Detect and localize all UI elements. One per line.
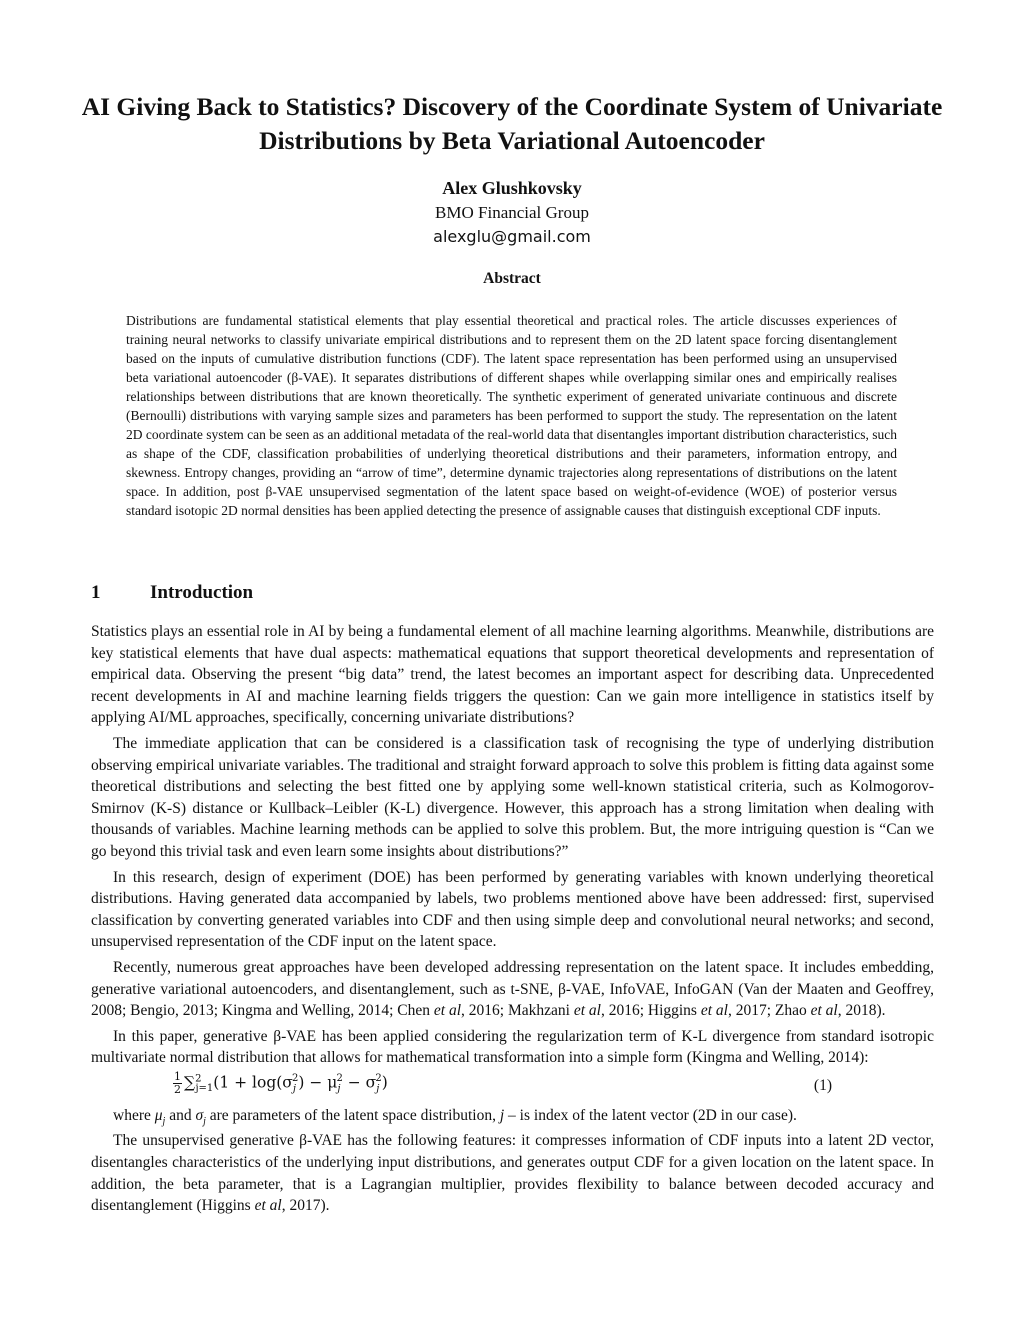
paragraph-6-text-b: , 2017).: [281, 1197, 330, 1215]
author-name: Alex Glushkovsky: [442, 178, 582, 198]
paragraph-4-text-b: , 2016; Makhzani: [461, 1002, 574, 1020]
paragraph-4-text-e: , 2018).: [837, 1002, 886, 1020]
paper-title: AI Giving Back to Statistics? Discovery of the Coordinate System of Univariate Distributions by Beta Variational Autoencoder: [81, 92, 943, 155]
sum-symbol: ∑: [184, 1073, 196, 1092]
sigma-subscript: j: [292, 1083, 296, 1095]
equation-body-b: ) − μ: [298, 1073, 338, 1092]
fraction-denominator: 2: [174, 1082, 181, 1096]
abstract-heading: Abstract: [483, 270, 541, 287]
sigma-symbol: σ: [195, 1106, 204, 1124]
mu-subscript: j: [162, 1115, 166, 1127]
index-variable: j: [499, 1106, 505, 1124]
section-number: 1: [91, 582, 101, 603]
explanation-text-b: and: [165, 1106, 196, 1124]
paragraph-6-text-a: The unsupervised generative β-VAE has the following features: it compresses information of CDF inputs into a latent 2D vector, disentangles characteristics of the underlying input distributions, and generates output CDF for a given location on the latent space. In addition, the beta parameter, that is a Lagrangian multiplier, provides flexibility to balance between decoded accuracy and disentanglement (Higgins: [91, 1132, 934, 1215]
citation-et-al: et al: [254, 1197, 282, 1215]
sigma-subscript: j: [203, 1115, 206, 1127]
equation-expression: [173, 1071, 388, 1096]
paragraph-4: [91, 957, 934, 1022]
paragraph-5: In this paper, generative β-VAE has been applied considering the regularization term of K-L divergence from standard isotropic multivariate normal distribution that allows for mathematical transformation into a simple form (Kingma and Welling, 2014):: [91, 1027, 934, 1067]
equation-body-c: − σ: [342, 1073, 377, 1092]
mu-symbol: μ: [154, 1106, 163, 1124]
citation-et-al: et al: [433, 1002, 462, 1020]
sum-lower-limit: j=1: [195, 1083, 214, 1095]
equation-explanation: [91, 1105, 934, 1127]
sigma-superscript: 2: [292, 1073, 299, 1085]
author-email: alexglu@gmail.com: [433, 227, 591, 246]
explanation-text-c: are parameters of the latent space distribution,: [205, 1106, 500, 1124]
paragraph-2: The immediate application that can be considered is a classification task of recognising the type of underlying distribution observing empirical univariate variables. The traditional and straight forward approach to solve this problem is fitting data against some theoretical distributions and selecting the best fitted one by applying some well-known statistical criteria, such as Kolmogorov-Smirnov (K-S) distance or Kullback–Leibler (K-L) divergence. However, this approach has a strong limitation when dealing with thousands of variables. Machine learning methods can be applied to solve this problem. But, the more intriguing question is “Can we go beyond this trivial task and even learn some insights about distributions?”: [91, 734, 934, 860]
citation-et-al: et al: [573, 1002, 601, 1020]
equation-1: [91, 1069, 934, 1103]
paragraph-3: In this research, design of experiment (DOE) has been performed by generating variables with known underlying theoretical distributions. Having generated data accompanied by labels, two problems mentioned above have been addressed: first, supervised classification by converting generated variables into CDF and then using simple deep and convolutional neural networks; and second, unsupervised representation of the CDF input on the latent space.: [91, 868, 934, 951]
mu-subscript: j: [337, 1083, 341, 1095]
sigma-superscript: 2: [375, 1073, 382, 1085]
fraction-numerator: 1: [174, 1069, 181, 1083]
paragraph-4-text-c: , 2016; Higgins: [600, 1002, 701, 1020]
citation-et-al: et al: [700, 1002, 728, 1020]
mu-superscript: 2: [336, 1073, 343, 1085]
sigma-subscript: j: [376, 1083, 380, 1095]
citation-et-al: et al: [810, 1002, 838, 1020]
paragraph-4-text-a: Recently, numerous great approaches have been developed addressing representation on the latent space. It includes embedding, generative variational autoencoders, and disentanglement, such as t-SNE, β-VAE, InfoVAE, InfoGAN (Van der Maaten and Geoffrey, 2008; Bengio, 2013; Kingma and Welling, 2014; Chen: [91, 958, 934, 1020]
paragraph-4-text-d: , 2017; Zhao: [727, 1002, 811, 1020]
explanation-text-d: – is index of the latent vector (2D in our case).: [504, 1106, 797, 1124]
abstract-text: Distributions are fundamental statistical elements that play essential theoretical and practical roles. The article discusses experiences of training neural networks to classify univariate empirical distributions and to represent them on the 2D latent space forcing disentanglement based on the inputs of cumulative distribution functions (CDF). The latent space representation has been performed using an unsupervised beta variational autoencoder (β-VAE). It separates distributions of different shapes while overlapping similar ones and empirically realises relationships between distributions that are known theoretically. The synthetic experiment of generated univariate continuous and discrete (Bernoulli) distributions with varying sample sizes and parameters has been performed to support the study. The representation on the latent 2D coordinate system can be seen as an additional metadata of the real-world data that disentangles important distribution characteristics, such as shape of the CDF, classification probabilities of underlying theoretical distributions and their parameters, information entropy, and skewness. Entropy changes, providing an “arrow of time”, determine dynamic trajectories along representations of distributions on the latent space. In addition, post β-VAE unsupervised segmentation of the latent space based on weight-of-evidence (WOE) of posterior versus standard isotopic 2D normal densities has been applied detecting the presence of assignable causes that distinguish exceptional CDF inputs.: [126, 313, 897, 518]
sum-upper-limit: 2: [195, 1073, 202, 1085]
paragraph-6: [91, 1130, 934, 1216]
equation-number: (1): [813, 1076, 832, 1094]
equation-fraction: [173, 1071, 182, 1096]
paragraph-1: Statistics plays an essential role in AI by being a fundamental element of all machine learning algorithms. Meanwhile, distributions are key statistical elements that have dual aspects: mathematical equations that support theoretical developments and representation of empirical data. Observing the present “big data” trend, the latest becomes an important aspect for describing data. Unprecedented recent developments in AI and machine learning fields triggers the question: Can we gain more intelligence in statistics itself by applying AI/ML approaches, specifically, concerning univariate distributions?: [91, 623, 934, 727]
section-body: [91, 621, 934, 1221]
author-affiliation: BMO Financial Group: [435, 203, 589, 222]
equation-body-a: (1 + log(σ: [213, 1073, 293, 1092]
explanation-text-a: where: [113, 1106, 155, 1124]
equation-body-d: ): [381, 1073, 388, 1092]
section-title: Introduction: [150, 582, 254, 603]
